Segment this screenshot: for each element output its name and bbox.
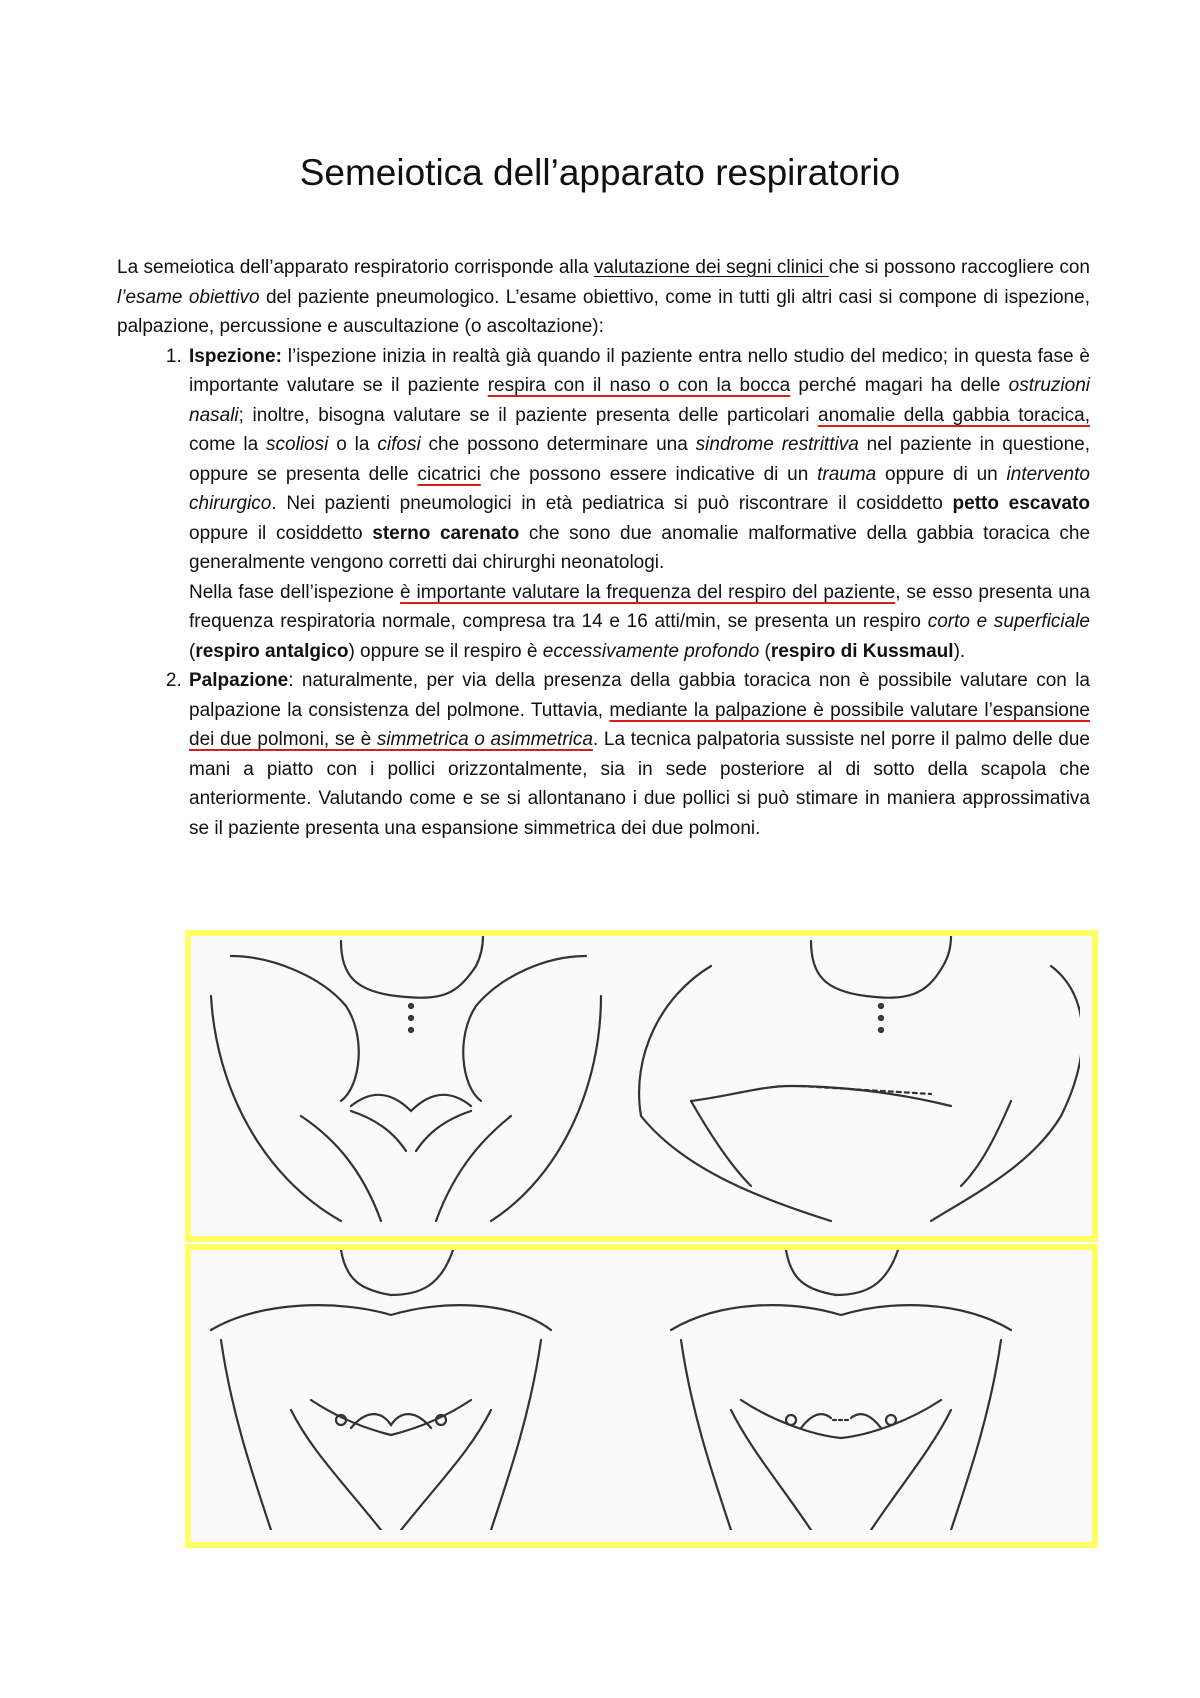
text: ( <box>189 640 196 662</box>
illustration-posterior-panel <box>185 930 1098 1242</box>
list-item-palpazione <box>187 666 1090 843</box>
underlined-text: valutazione dei segni clinici <box>593 257 829 278</box>
text: : naturalmente, per via della presenza della gabbia toracica non è possibile valutare con la palpazione la consistenza del polmone. Tuttavia, <box>189 670 1090 721</box>
italic-text: cifosi <box>377 434 421 455</box>
text: ). <box>953 640 966 662</box>
text: nel paziente in questione, oppure se presenta delle <box>189 434 1090 485</box>
bold-text: sterno carenato <box>372 522 520 544</box>
item-label: Ispezione: <box>189 345 282 367</box>
text: l’ispezione inizia in realtà già quando il paziente entra nello studio del medico; in questa fase è importante valutare se il paziente <box>189 345 1090 396</box>
text: perché magari ha delle <box>790 375 1009 396</box>
text: che sono due anomalie malformative della gabbia toracica che generalmente vengono corretti dai chirurghi neonatologi. <box>189 522 1091 573</box>
text: ( <box>759 640 771 662</box>
palpation-illustration <box>181 926 1098 1556</box>
text: La semeiotica dell’apparato respiratorio corrisponde alla <box>117 257 594 278</box>
bold-text: petto escavato <box>952 493 1090 514</box>
red-underline-text: respira con il naso o con la bocca <box>487 375 791 396</box>
bold-text: respiro antalgico <box>195 640 349 662</box>
text: che possono determinare una <box>420 434 696 455</box>
anterior-palpation-drawing <box>191 1250 1080 1530</box>
item-label: Palpazione <box>189 670 289 691</box>
list-paragraph <box>189 666 1090 843</box>
text: del paziente pneumologico. L’esame obiettivo, come in tutti gli altri casi si compone di ispezione, palpazione, percussione e auscultazione (o ascoltazione): <box>117 286 1090 337</box>
illustration-anterior-panel <box>185 1244 1098 1548</box>
italic-text: corto e superficiale <box>927 611 1090 632</box>
italic-text: trauma <box>817 463 877 485</box>
text: oppure il cosiddetto <box>189 522 373 544</box>
text: , se esso presenta una frequenza respiratoria normale, compresa tra 14 e 16 atti/min, se presenta un respiro <box>189 581 1090 632</box>
posterior-palpation-drawing <box>191 936 1080 1224</box>
text: oppure di un <box>876 463 1007 485</box>
document-body <box>117 253 1090 843</box>
text: ; inoltre, bisogna valutare se il paziente presenta delle particolari <box>238 404 819 426</box>
red-underline-text: mediante la palpazione è possibile valutare l’espansione dei due polmoni, se è <box>189 699 1090 750</box>
list-paragraph <box>189 578 1090 667</box>
red-underline-text: cicatrici <box>417 463 481 485</box>
intro-paragraph <box>117 253 1090 342</box>
red-underline-text: anomalie della gabbia toracica, <box>818 404 1090 426</box>
page-title: Semeiotica dell’apparato respiratorio <box>299 152 901 193</box>
list-item-ispezione <box>187 342 1090 667</box>
italic-text: intervento chirurgico <box>189 463 1090 514</box>
exam-list <box>117 342 1090 844</box>
italic-text: sindrome restrittiva <box>695 434 859 455</box>
list-paragraph <box>189 342 1090 578</box>
italic-text: l’esame obiettivo <box>117 286 260 308</box>
text: . La tecnica palpatoria sussiste nel porre il palmo delle due mani a piatto con i pollici orizzontalmente, sia in sede posteriore al di sotto della scapola che anteriormente. Valutando come e se si allontanano i due pollici si può stimare in maniera approssimativa se il paziente presenta una espansione simmetrica dei due polmoni. <box>189 729 1090 839</box>
text: Nella fase dell’ispezione <box>189 581 401 603</box>
text: che possono essere indicative di un <box>480 463 818 485</box>
text: ) oppure se il respiro è <box>348 640 543 662</box>
text: come la <box>189 434 267 455</box>
text: che si possono raccogliere con <box>828 257 1090 278</box>
bold-text: respiro di Kussmaul <box>770 640 954 662</box>
red-underline-italic-text: simmetrica o asimmetrica <box>376 729 593 750</box>
italic-text: eccessivamente profondo <box>542 640 760 662</box>
text: . Nei pazienti pneumologici in età pediatrica si può riscontrare il cosiddetto <box>271 493 953 514</box>
red-underline-text: è importante valutare la frequenza del respiro del paziente <box>400 581 896 603</box>
italic-text: scoliosi <box>266 434 329 455</box>
italic-text: ostruzioni nasali <box>189 375 1090 426</box>
text: o la <box>328 434 378 455</box>
